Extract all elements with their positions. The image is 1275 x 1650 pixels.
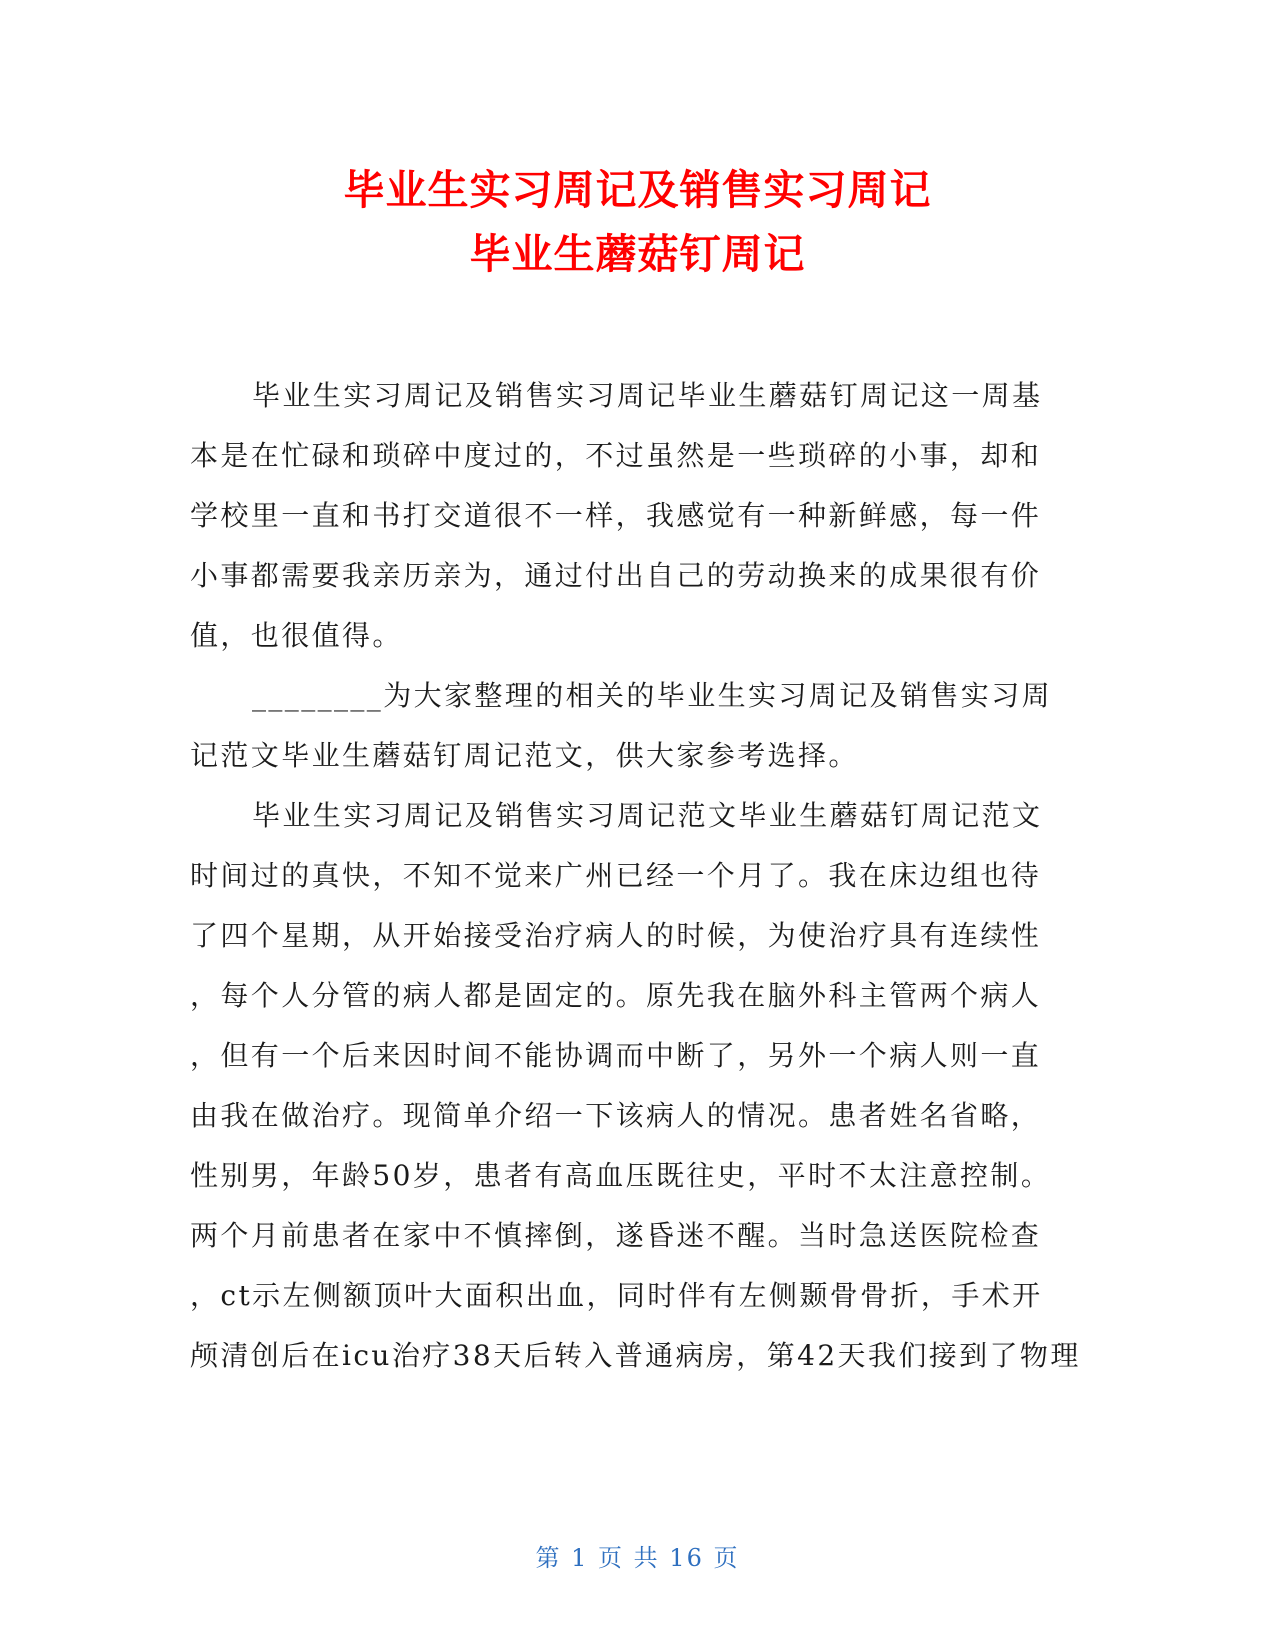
paragraph [190,786,1080,1386]
text-line: 值，也很值得。 [190,619,403,652]
text-line: 由我在做治疗。现简单介绍一下该病人的情况。患者姓名省略， [190,1099,1042,1132]
text-line: 毕业生实习周记及销售实习周记范文毕业生蘑菇钉周记范文 [252,799,1043,832]
text-line: 学校里一直和书打交道很不一样，我感觉有一种新鲜感，每一件 [190,499,1042,532]
text-line: ，每个人分管的病人都是固定的。原先我在脑外科主管两个病人 [190,979,1042,1012]
text-line: 了四个星期，从开始接受治疗病人的时候，为使治疗具有连续性 [190,919,1042,952]
text-line: ，ct示左侧额顶叶大面积出血，同时伴有左侧颞骨骨折，手术开 [190,1279,1043,1312]
document-title [0,158,1275,286]
text-line: 时间过的真快，不知不觉来广州已经一个月了。我在床边组也待 [190,859,1042,892]
title-line-1: 毕业生实习周记及销售实习周记 [343,166,932,214]
document-body [190,366,1080,1386]
text-line: ，但有一个后来因时间不能协调而中断了，另外一个病人则一直 [190,1039,1042,1072]
text-line: 两个月前患者在家中不慎摔倒，遂昏迷不醒。当时急送医院检查 [190,1219,1042,1252]
paragraph [190,366,1080,666]
text-line: 毕业生实习周记及销售实习周记毕业生蘑菇钉周记这一周基 [252,379,1043,412]
text-line: ________为大家整理的相关的毕业生实习周记及销售实习周 [252,679,1053,712]
title-line-2: 毕业生蘑菇钉周记 [469,230,806,278]
text-line: 小事都需要我亲历亲为，通过付出自己的劳动换来的成果很有价 [190,559,1042,592]
text-line: 记范文毕业生蘑菇钉周记范文，供大家参考选择。 [190,739,859,772]
text-line: 性别男，年龄50岁，患者有高血压既往史，平时不太注意控制。 [190,1159,1052,1192]
paragraph [190,666,1080,786]
text-line: 本是在忙碌和琐碎中度过的，不过虽然是一些琐碎的小事，却和 [190,439,1042,472]
page-footer: 第 1 页 共 16 页 [535,1544,740,1572]
text-line: 颅清创后在icu治疗38天后转入普通病房，第42天我们接到了物理 [190,1339,1081,1372]
